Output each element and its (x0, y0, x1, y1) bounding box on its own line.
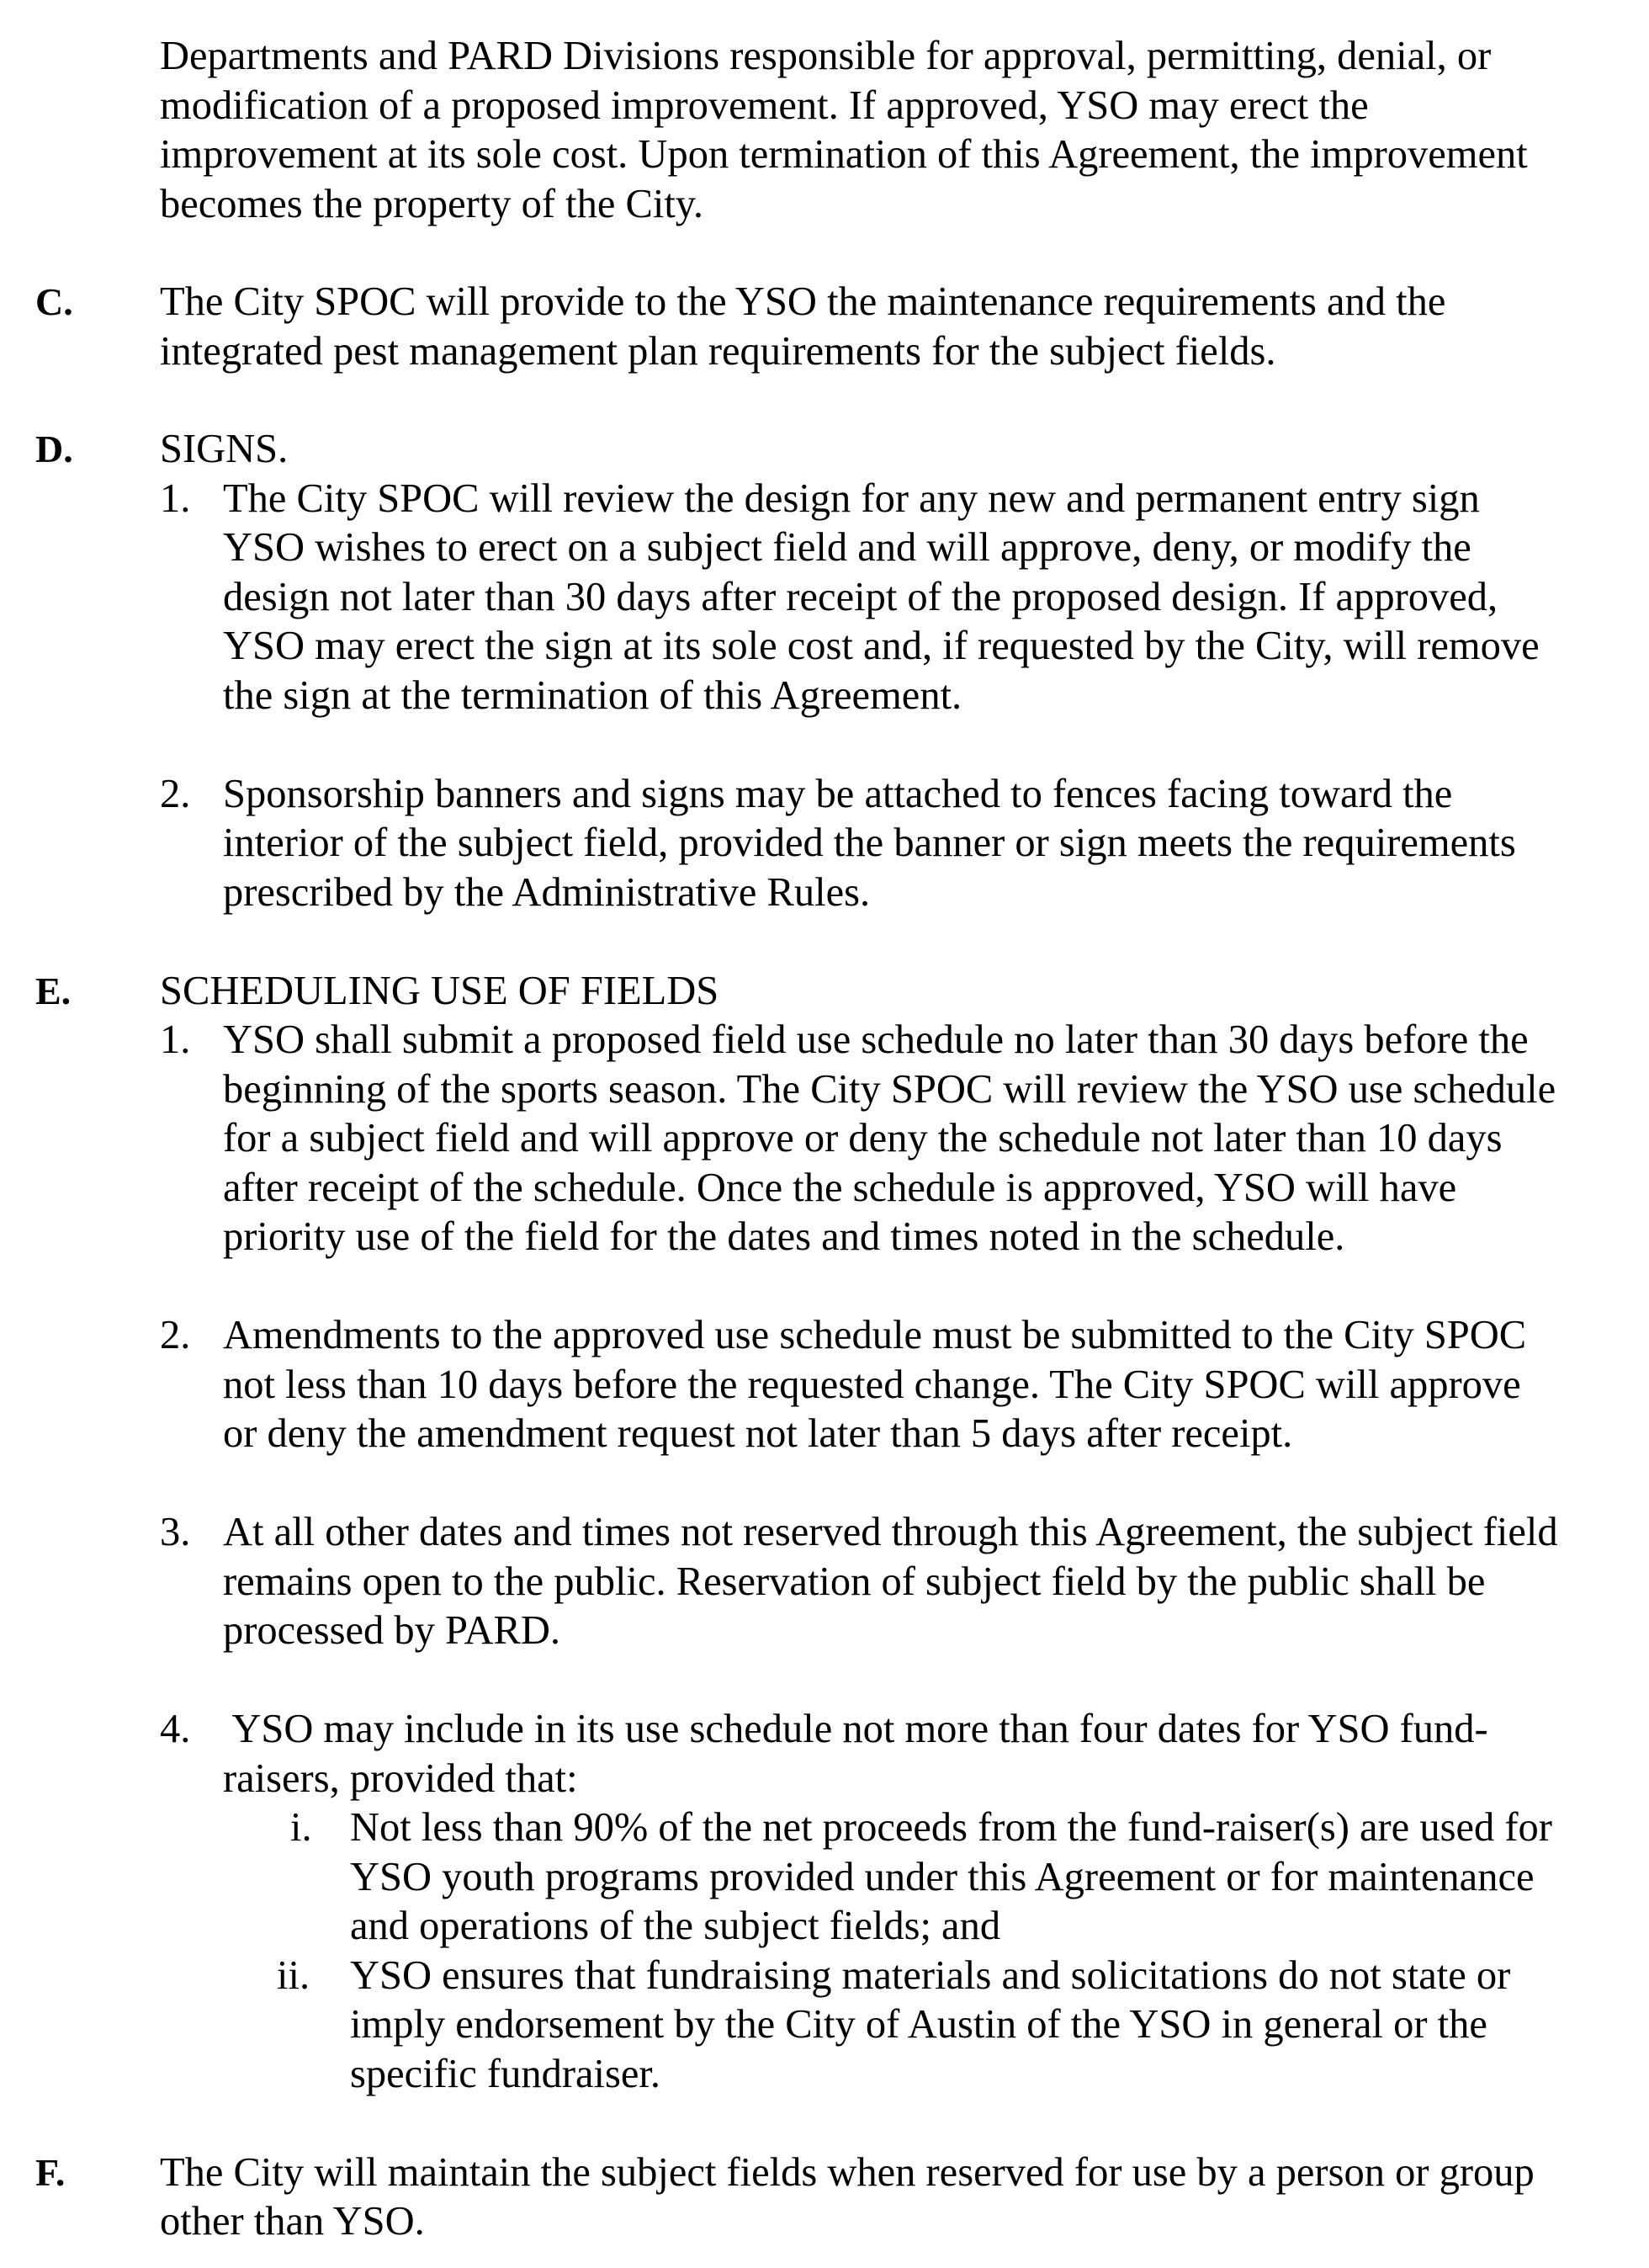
section-e-subitem-i-line: YSO youth programs provided under this Agreement or for maintenance (350, 1854, 1535, 1899)
section-e-letter: E. (35, 969, 72, 1012)
section-e-item-1-line: priority use of the field for the dates and times noted in the schedule. (223, 1214, 1345, 1259)
section-d-item-2-line: prescribed by the Administrative Rules. (223, 869, 871, 915)
section-d-item-1-line: The City SPOC will review the design for any new and permanent entry sign (223, 475, 1480, 521)
intro-line: modification of a proposed improvement. If approved, YSO may erect the (160, 82, 1369, 128)
section-e-item-2-line: Amendments to the approved use schedule must be submitted to the City SPOC (223, 1313, 1527, 1357)
section-e-subitem-i-number: i. (290, 1805, 312, 1850)
section-d-item-1-number: 1. (160, 475, 191, 521)
section-e-item-1-line: after receipt of the schedule. Once the schedule is approved, YSO will have (223, 1165, 1457, 1210)
section-c-line: integrated pest management plan requirements for the subject fields. (160, 328, 1276, 374)
section-d-item-1-line: design not later than 30 days after receipt of the proposed design. If approved, (223, 574, 1498, 619)
intro-line: improvement at its sole cost. Upon termination of this Agreement, the improvement (160, 132, 1528, 177)
section-e-item-4-line: YSO may include in its use schedule not more than four dates for YSO fund- (223, 1707, 1488, 1751)
section-e-subitem-i-line: and operations of the subject fields; and (350, 1904, 1001, 1948)
intro-line: Departments and PARD Divisions responsible for approval, permitting, denial, or (160, 34, 1492, 78)
section-e-item-1-number: 1. (160, 1017, 191, 1062)
section-d-letter: D. (35, 428, 73, 470)
section-e-subitem-ii-line: YSO ensures that fundraising materials and solicitations do not state or (350, 1952, 1511, 1998)
section-e-item-4-number: 4. (160, 1707, 191, 1751)
section-d-item-1-line: the sign at the termination of this Agreement. (223, 672, 962, 718)
section-e-item-2-line: or deny the amendment request not later than 5 days after receipt. (223, 1411, 1293, 1456)
section-e-item-1-line: for a subject field and will approve or deny the schedule not later than 10 days (223, 1116, 1503, 1161)
section-e-item-3-line: remains open to the public. Reservation of subject field by the public shall be (223, 1559, 1486, 1604)
section-e-subitem-i-line: Not less than 90% of the net proceeds from the fund-raiser(s) are used for (350, 1805, 1552, 1850)
section-d-item-1-line: YSO may erect the sign at its sole cost and, if requested by the City, will remove (223, 624, 1540, 668)
section-f-letter: F. (35, 2150, 66, 2194)
section-e-item-3-line: processed by PARD. (223, 1608, 561, 1653)
intro-line: becomes the property of the City. (160, 181, 704, 226)
section-d-heading: SIGNS. (160, 427, 289, 471)
section-f-line: other than YSO. (160, 2199, 425, 2244)
section-c-letter: C. (35, 280, 73, 323)
section-d-item-2-line: interior of the subject field, provided the banner or sign meets the requirements (223, 821, 1516, 865)
section-f-line: The City will maintain the subject fields when reserved for use by a person or group (160, 2149, 1535, 2195)
section-e-item-3-number: 3. (160, 1510, 191, 1554)
section-e-heading: SCHEDULING USE OF FIELDS (160, 968, 719, 1013)
section-e-subitem-ii-line: imply endorsement by the City of Austin of the YSO in general or the (350, 2002, 1487, 2047)
section-e-item-2-number: 2. (160, 1313, 191, 1357)
section-e-subitem-ii-number: ii. (277, 1952, 310, 1998)
section-e-item-4-line: raisers, provided that: (223, 1755, 578, 1801)
section-e-subitem-ii-line: specific fundraiser. (350, 2051, 660, 2096)
section-c-line: The City SPOC will provide to the YSO the maintenance requirements and the (160, 279, 1446, 324)
section-d-item-2-number: 2. (160, 771, 191, 816)
section-e-item-2-line: not less than 10 days before the requested change. The City SPOC will approve (223, 1362, 1521, 1407)
section-e-item-3-line: At all other dates and times not reserved through this Agreement, the subject field (223, 1510, 1558, 1554)
section-e-item-1-line: YSO shall submit a proposed field use schedule no later than 30 days before the (223, 1017, 1529, 1062)
section-d-item-2-line: Sponsorship banners and signs may be attached to fences facing toward the (223, 771, 1453, 816)
section-d-item-1-line: YSO wishes to erect on a subject field and will approve, deny, or modify the (223, 525, 1471, 570)
section-e-item-1-line: beginning of the sports season. The City SPOC will review the YSO use schedule (223, 1066, 1556, 1112)
